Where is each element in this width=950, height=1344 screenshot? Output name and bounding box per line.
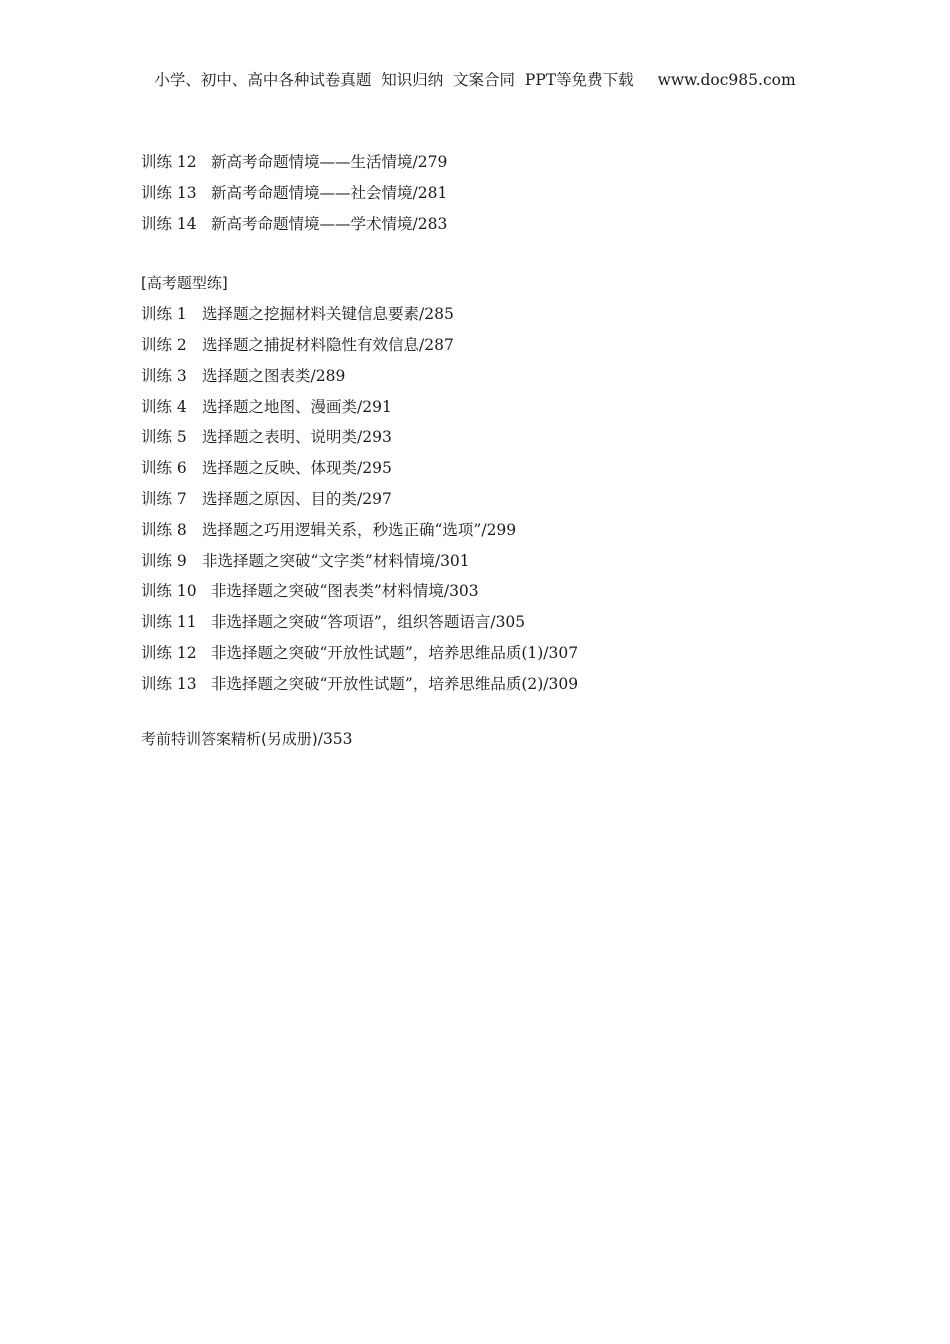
toc-entry-title: 选择题之表明、说明类/293	[202, 428, 392, 447]
toc-section-situations	[141, 146, 447, 238]
toc-entry[interactable]	[141, 146, 447, 177]
toc-entry-number: 训练 7	[141, 489, 187, 508]
toc-entry[interactable]	[141, 544, 578, 575]
toc-entry[interactable]	[141, 208, 447, 239]
header-text: 小学、初中、高中各种试卷真题 知识归纳 文案合同 PPT等免费下载	[154, 71, 634, 89]
toc-entry[interactable]	[141, 667, 578, 698]
toc-entry-number: 训练 13	[141, 184, 197, 203]
toc-entry-number: 训练 6	[141, 459, 187, 478]
section-heading: [高考题型练]	[141, 273, 228, 292]
toc-entry-number: 训练 1	[141, 305, 187, 324]
toc-entry[interactable]	[141, 606, 578, 637]
toc-entry-number: 训练 11	[141, 613, 197, 632]
toc-entry-title: 选择题之捕捉材料隐性有效信息/287	[202, 335, 454, 354]
answers-page: /353	[317, 730, 353, 748]
toc-entry[interactable]	[141, 298, 578, 329]
toc-entry[interactable]	[141, 637, 578, 668]
toc-entry-title: 非选择题之突破“开放性试题”，培养思维品质(2)/309	[211, 674, 579, 693]
toc-entry-title: 新高考命题情境——学术情境/283	[211, 214, 448, 233]
toc-entry[interactable]	[141, 483, 578, 514]
answers-label: 考前特训答案精析(另成册)	[141, 730, 318, 748]
toc-entry[interactable]	[141, 421, 578, 452]
toc-entry-number: 训练 2	[141, 335, 187, 354]
toc-entry-title: 新高考命题情境——社会情境/281	[211, 184, 448, 203]
toc-entry-number: 训练 4	[141, 397, 187, 416]
toc-entry-title: 选择题之挖掘材料关键信息要素/285	[202, 305, 454, 324]
toc-entry-title: 非选择题之突破“图表类”材料情境/303	[211, 582, 479, 601]
toc-entry-title: 非选择题之突破“开放性试题”，培养思维品质(1)/307	[211, 643, 579, 662]
toc-entry-title: 非选择题之突破“文字类”材料情境/301	[202, 551, 470, 570]
toc-entry-number: 训练 12	[141, 153, 197, 172]
toc-entry-title: 选择题之反映、体现类/295	[202, 459, 392, 478]
toc-entry-number: 训练 3	[141, 366, 187, 385]
toc-entry-answers[interactable]	[141, 728, 353, 749]
toc-entry-number: 训练 10	[141, 582, 197, 601]
toc-entry[interactable]	[141, 329, 578, 360]
toc-entry-number: 训练 12	[141, 643, 197, 662]
toc-section-question-types	[141, 267, 578, 698]
toc-entry-number: 训练 8	[141, 520, 187, 539]
toc-entry[interactable]	[141, 513, 578, 544]
toc-entry-title: 选择题之原因、目的类/297	[202, 489, 392, 508]
toc-entry[interactable]	[141, 177, 447, 208]
toc-entry-title: 选择题之地图、漫画类/291	[202, 397, 392, 416]
toc-entry-number: 训练 5	[141, 428, 187, 447]
toc-entry-title: 新高考命题情境——生活情境/279	[211, 153, 448, 172]
toc-entry-number: 训练 13	[141, 674, 197, 693]
toc-entry-number: 训练 14	[141, 214, 197, 233]
toc-entry-title: 非选择题之突破“答项语”，组织答题语言/305	[211, 613, 526, 632]
toc-entry[interactable]	[141, 575, 578, 606]
header-site-link[interactable]: www.doc985.com	[657, 71, 796, 89]
page-header	[0, 68, 950, 90]
toc-entry-title: 选择题之巧用逻辑关系，秒选正确“选项”/299	[202, 520, 517, 539]
toc-entry-title: 选择题之图表类/289	[202, 366, 346, 385]
toc-entry[interactable]	[141, 452, 578, 483]
toc-entry[interactable]	[141, 359, 578, 390]
toc-entry-number: 训练 9	[141, 551, 187, 570]
toc-entry[interactable]	[141, 390, 578, 421]
